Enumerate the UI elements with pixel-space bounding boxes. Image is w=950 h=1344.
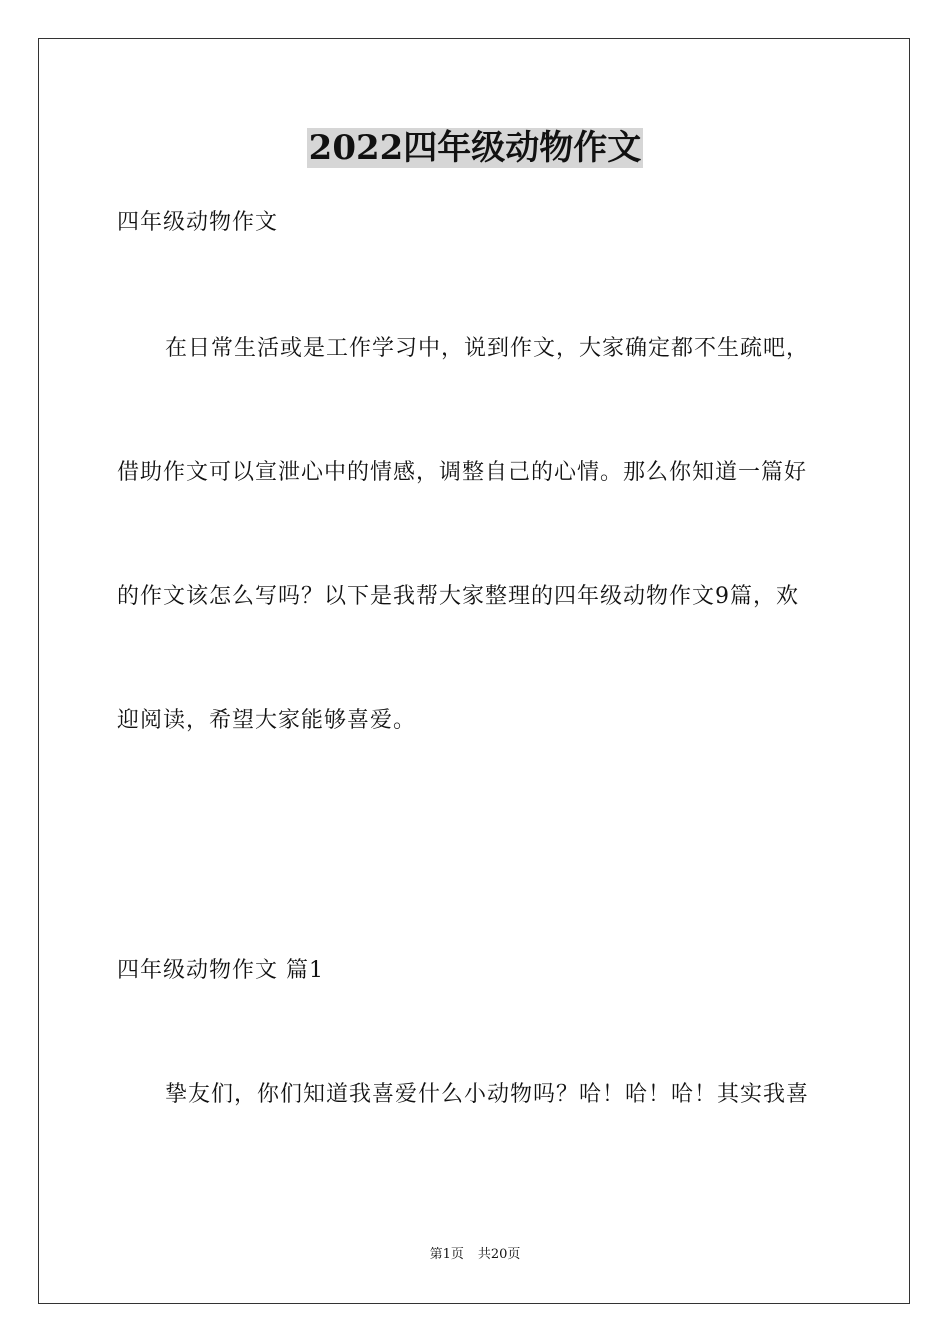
document-subtitle: 四年级动物作文 bbox=[117, 210, 279, 235]
page-number: 第1页 bbox=[429, 1247, 464, 1262]
document-title bbox=[0, 126, 950, 170]
page-footer bbox=[0, 1246, 950, 1264]
document-title-text: 2022四年级动物作文 bbox=[308, 128, 642, 168]
page-total: 共20页 bbox=[477, 1247, 521, 1262]
paragraph-line: 挚友们，你们知道我喜爱什么小动物吗？哈！哈！哈！其实我喜 bbox=[165, 1082, 810, 1107]
paragraph-line: 在日常生活或是工作学习中，说到作文，大家确定都不生疏吧， bbox=[165, 336, 810, 361]
paragraph-line: 借助作文可以宣泄心中的情感，调整自己的心情。那么你知道一篇好 bbox=[117, 460, 808, 485]
paragraph-line: 迎阅读，希望大家能够喜爱。 bbox=[117, 708, 417, 733]
section-heading: 四年级动物作文 篇1 bbox=[117, 958, 324, 983]
paragraph-line: 的作文该怎么写吗？以下是我帮大家整理的四年级动物作文9篇，欢 bbox=[117, 584, 799, 609]
